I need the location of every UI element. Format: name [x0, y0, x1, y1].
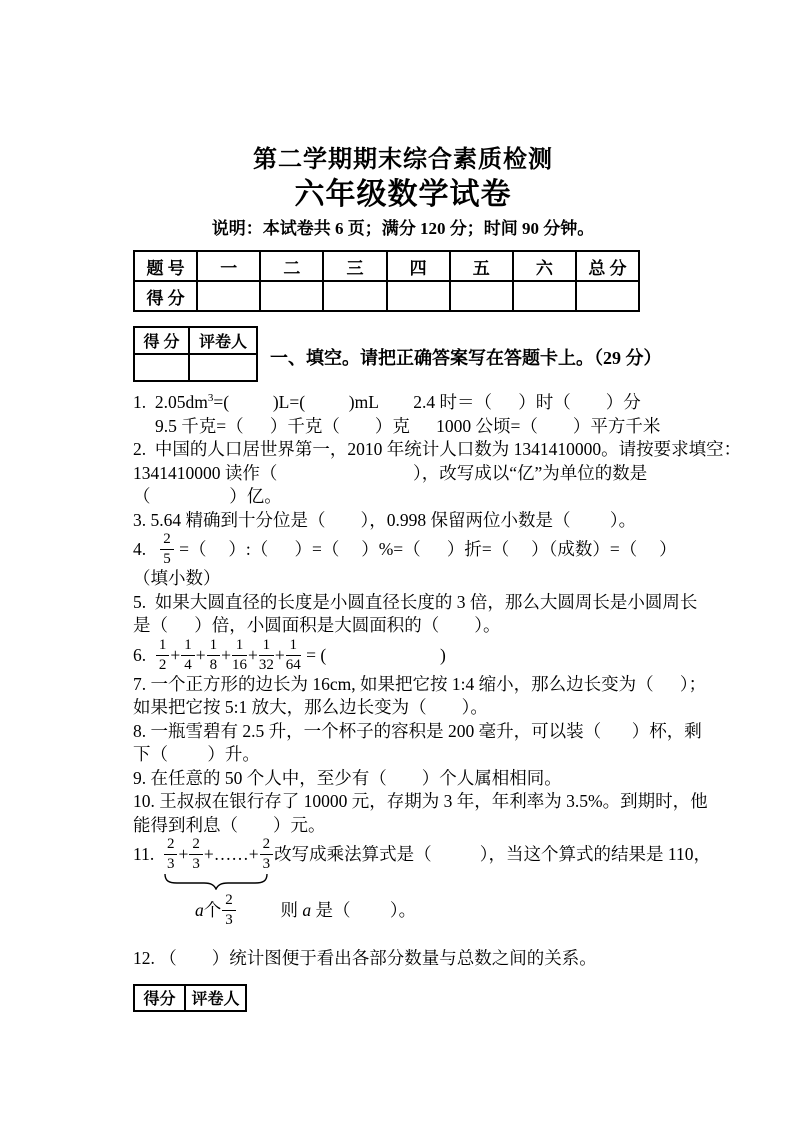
score-summary-table — [133, 250, 640, 312]
score-table-score-row — [134, 281, 639, 311]
question-5-line-1: 5. 如果大圆直径的长度是小圆直径长度的 3 倍，那么大圆周长是小圆周长 — [133, 591, 698, 612]
exam-title-line1: 第二学期期末综合素质检测 — [253, 147, 553, 173]
exam-title-line2: 六年级数学试卷 — [294, 178, 512, 211]
question-3: 3. 5.64 精确到十分位是（ ），0.998 保留两位小数是（ ）。 — [133, 509, 637, 530]
grader-box-score-label: 得分 — [134, 985, 185, 1011]
score-table-header-row — [134, 251, 639, 281]
score-cell-empty — [260, 281, 323, 311]
grader-box-score-cell — [134, 354, 189, 381]
grader-box-score-label: 得 分 — [134, 327, 189, 354]
question-11-line-2: a个 $\frac{2}{3}$ 则 a 是（ ）。 — [195, 892, 417, 928]
question-8-line-1: 8. 一瓶雪碧有 2.5 升，一个杯子的容积是 200 毫升，可以装（ ）杯，剩 — [133, 720, 702, 741]
grader-box-grader-cell — [189, 354, 257, 381]
question-2-line-3: （ ）亿。 — [133, 486, 282, 506]
score-row-label: 得 分 — [134, 281, 197, 311]
question-9: 9. 在任意的 50 个人中，至少有（ ）个人属相相同。 — [133, 767, 562, 788]
underbrace-icon — [163, 873, 269, 890]
score-cell-empty — [576, 281, 639, 311]
question-1-line-2: 9.5 千克=（ ）千克（ ）克 1000 公顷=（ ）平方千米 — [155, 415, 661, 436]
question-4-continued: （填小数） — [133, 568, 221, 588]
question-5-line-2: 是（ ）倍，小圆面积是大圆面积的（ ）。 — [133, 615, 501, 635]
score-cell-empty — [450, 281, 513, 311]
exam-instructions: 说明：本试卷共 6 页；满分 120 分；时间 90 分钟。 — [211, 219, 595, 238]
score-table-header-cell: 二 — [260, 251, 323, 281]
question-10-line-2: 能得到利息（ ）元。 — [133, 814, 326, 835]
question-2-line-2: 1341410000 读作（ ），改写成以“亿”为单位的数是 — [133, 462, 648, 483]
score-cell-empty — [197, 281, 260, 311]
question-7-line-2: 如果把它按 5:1 放大，那么边长变为（ ）。 — [133, 697, 488, 717]
question-7-line-1: 7. 一个正方形的边长为 16cm, 如果把它按 1:4 缩小，那么边长变为（ ）； — [133, 673, 707, 694]
grader-box-bottom-wrap — [133, 984, 673, 1012]
question-4: 4. $\frac{2}{5}$ =（ ）:（ ）=（ ）%=（ ）折=（ ）（成数）=（ ） — [133, 531, 677, 567]
fill-in-blank-questions — [133, 391, 742, 971]
section1-header-row — [133, 326, 673, 382]
score-table-header-cell: 六 — [513, 251, 576, 281]
grader-box-bottom — [133, 984, 247, 1012]
score-table-header-cell: 三 — [323, 251, 386, 281]
grader-box-grader-label: 评卷人 — [185, 985, 246, 1011]
grader-box-grader-label: 评卷人 — [189, 327, 257, 354]
score-table-header-cell: 四 — [387, 251, 450, 281]
score-table-header-cell: 一 — [197, 251, 260, 281]
score-cell-empty — [323, 281, 386, 311]
question-12: 12. （ ）统计图便于看出各部分数量与总数之间的关系。 — [133, 948, 597, 968]
score-table-header-cell: 题 号 — [134, 251, 197, 281]
score-table-header-cell: 总 分 — [576, 251, 639, 281]
question-11-line-1: 11. $\frac{2}{3}$ + $\frac{2}{3}$ +……+ $\frac{2}{3}$ 改写成乘法算式是（ ），当这个算式的结果是 110， — [133, 836, 711, 872]
question-8-line-2: 下（ ）升。 — [133, 744, 260, 764]
score-cell-empty — [513, 281, 576, 311]
score-cell-empty — [387, 281, 450, 311]
question-1-line-1: 1. $2.05dm^3=$( )L=( )mL 2.4 时＝（ ）时（ ）分 — [133, 392, 641, 412]
grader-box-top — [133, 326, 258, 382]
question-6: 6. $\frac{1}{2}$ + $\frac{1}{4}$ + $\frac{1}{8}$ + $\frac{1}{16}$ + $\frac{1}{32}$ + $\frac{1}{64}$ = ( ) — [133, 636, 446, 673]
score-table-header-cell: 五 — [450, 251, 513, 281]
question-10-line-1: 10. 王叔叔在银行存了 10000 元，存期为 3 年，年利率为 3.5%。到期时，他 — [133, 791, 708, 811]
question-2-line-1: 2. 中国的人口居世界第一，2010 年统计人口数为 1341410000。请按要求填空： — [133, 439, 742, 459]
section1-heading: 一、填空。请把正确答案写在答题卡上。（29 分） — [270, 348, 662, 368]
